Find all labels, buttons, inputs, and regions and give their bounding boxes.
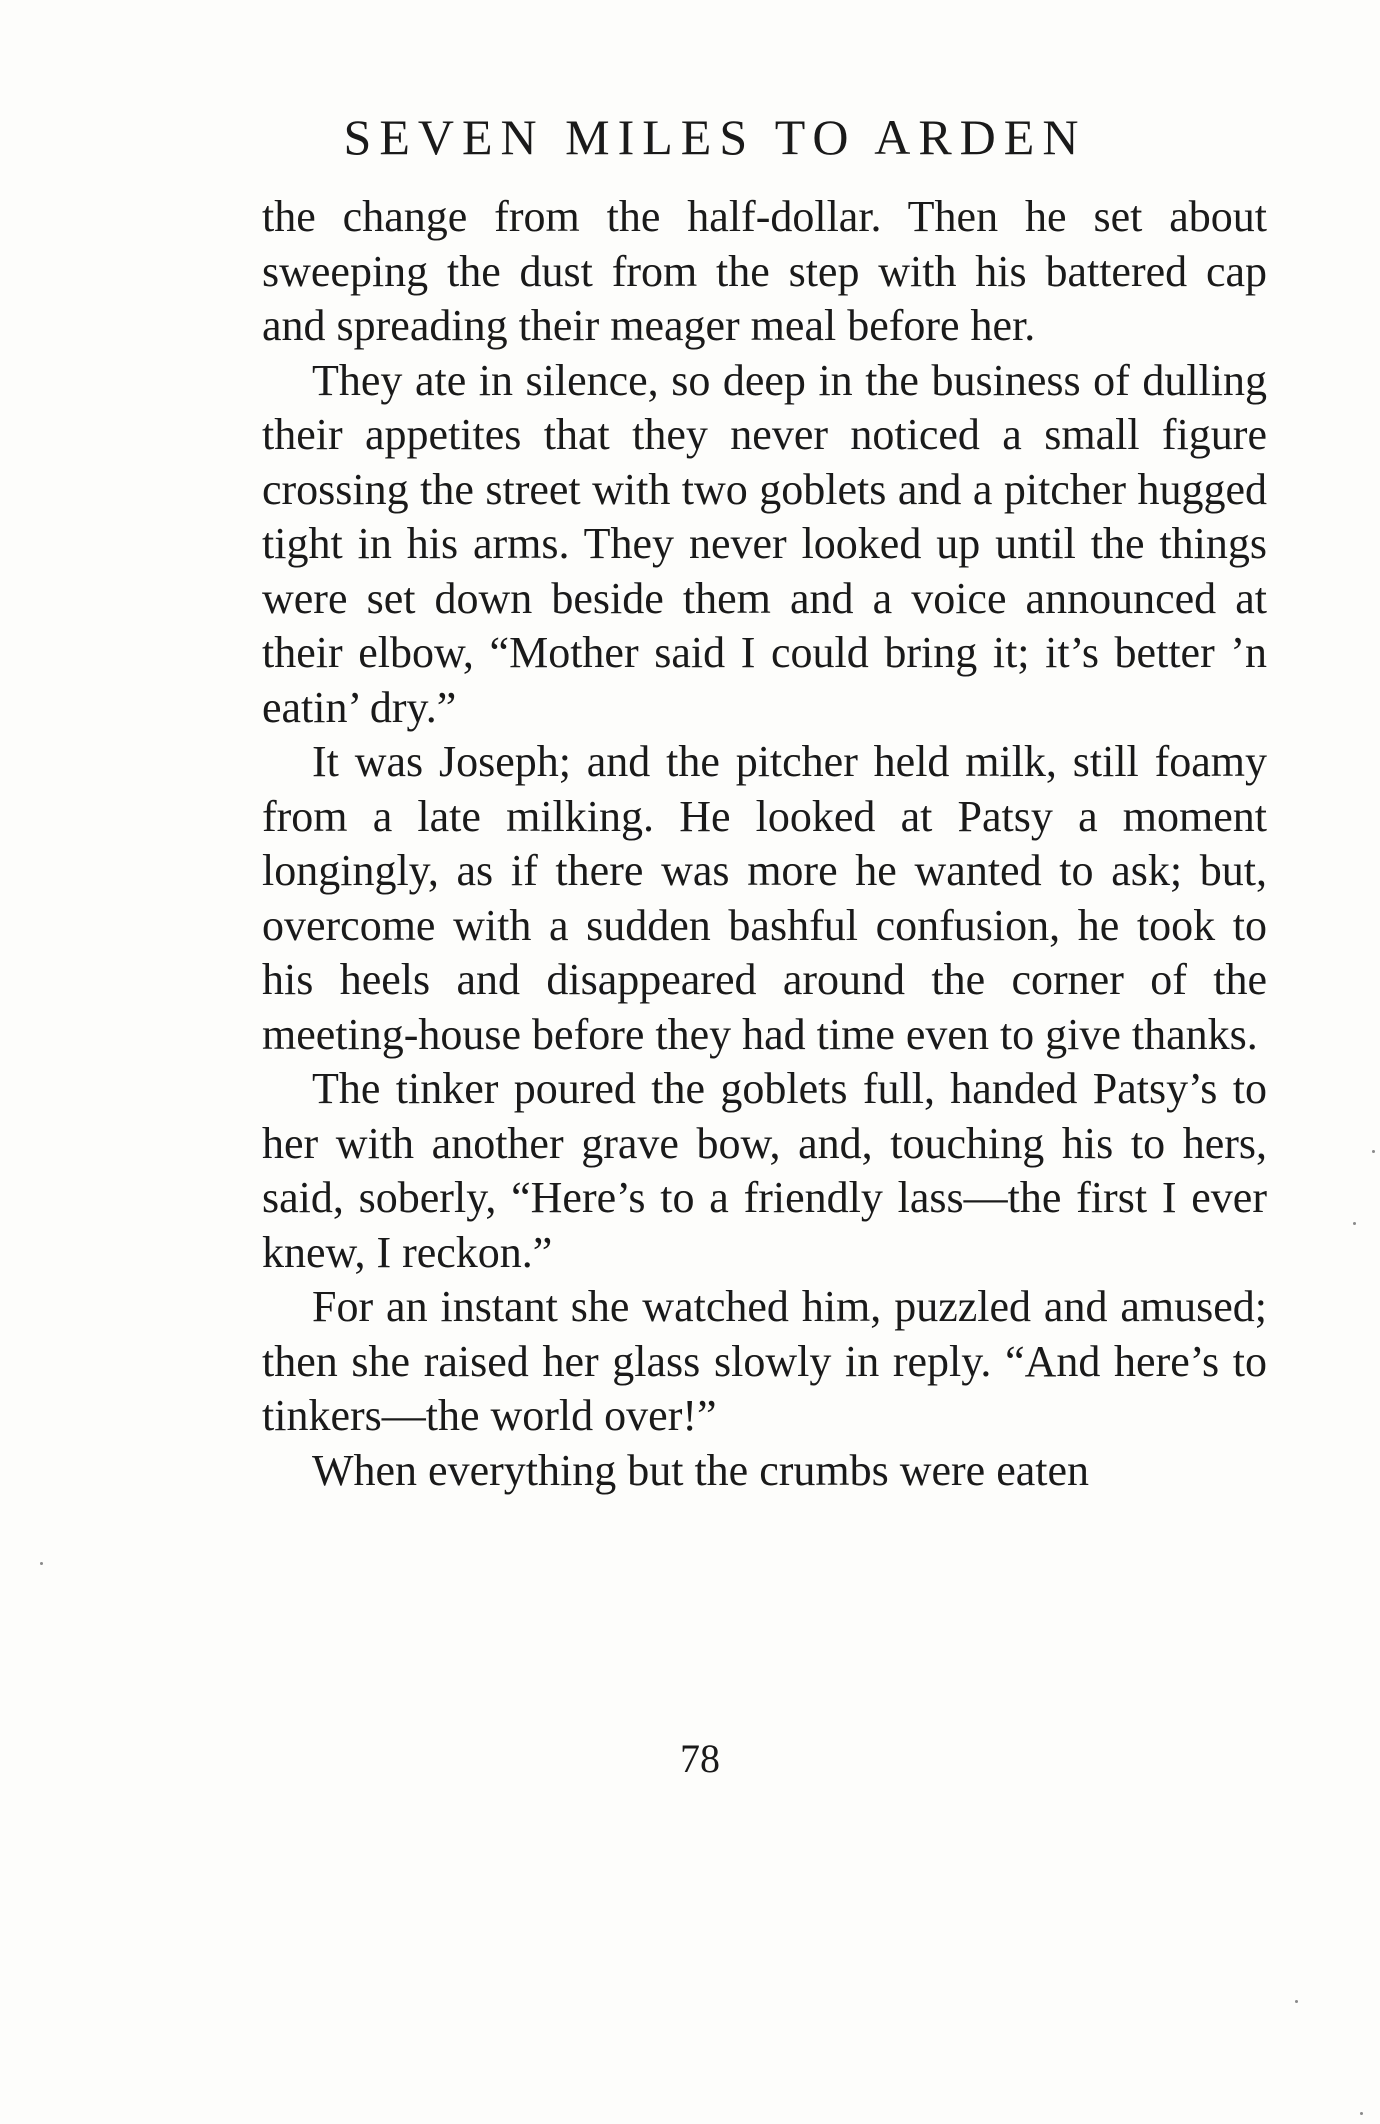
running-head: SEVEN MILES TO ARDEN: [343, 109, 1087, 165]
paragraph: For an instant she watched him, puzzled and amused; then she raised her glass slowly in reply. “And here’s to tinkers—the world over!”: [262, 1282, 1267, 1440]
paper-speck: [1295, 2000, 1298, 2003]
body-text: [262, 190, 1267, 1498]
paper-speck: [40, 1562, 43, 1565]
paper-speck: [1360, 2112, 1363, 2115]
paragraph: When everything but the crumbs were eaten: [312, 1445, 1090, 1495]
paragraph: the change from the half-dollar. Then he set about sweeping the dust from the step with his battered cap and spreading their meager meal before her.: [262, 192, 1267, 350]
paper-speck: [1353, 1222, 1356, 1225]
paragraph: It was Joseph; and the pitcher held milk, still foamy from a late milking. He looked at Patsy a moment longingly, as if there was more he wanted to ask; but, overcome with a sudden bashful confusion, he took to his heels and disappeared around the corner of the meeting-house before they had time even to give thanks.: [262, 737, 1267, 1059]
paragraph: They ate in silence, so deep in the business of dulling their appetites that they never noticed a small figure crossing the street with two goblets and a pitcher hugged tight in his arms. They never looked up until the things were set down beside them and a voice announced at their elbow, “Mother said I could bring it; it’s better ’n eatin’ dry.”: [262, 355, 1267, 732]
paper-speck: [1372, 1150, 1375, 1153]
paragraph: The tinker poured the goblets full, handed Patsy’s to her with another grave bow, and, touching his to hers, said, soberly, “Here’s to a friendly lass—the first I ever knew, I reckon.”: [262, 1064, 1267, 1277]
page-number: 78: [680, 1736, 720, 1781]
